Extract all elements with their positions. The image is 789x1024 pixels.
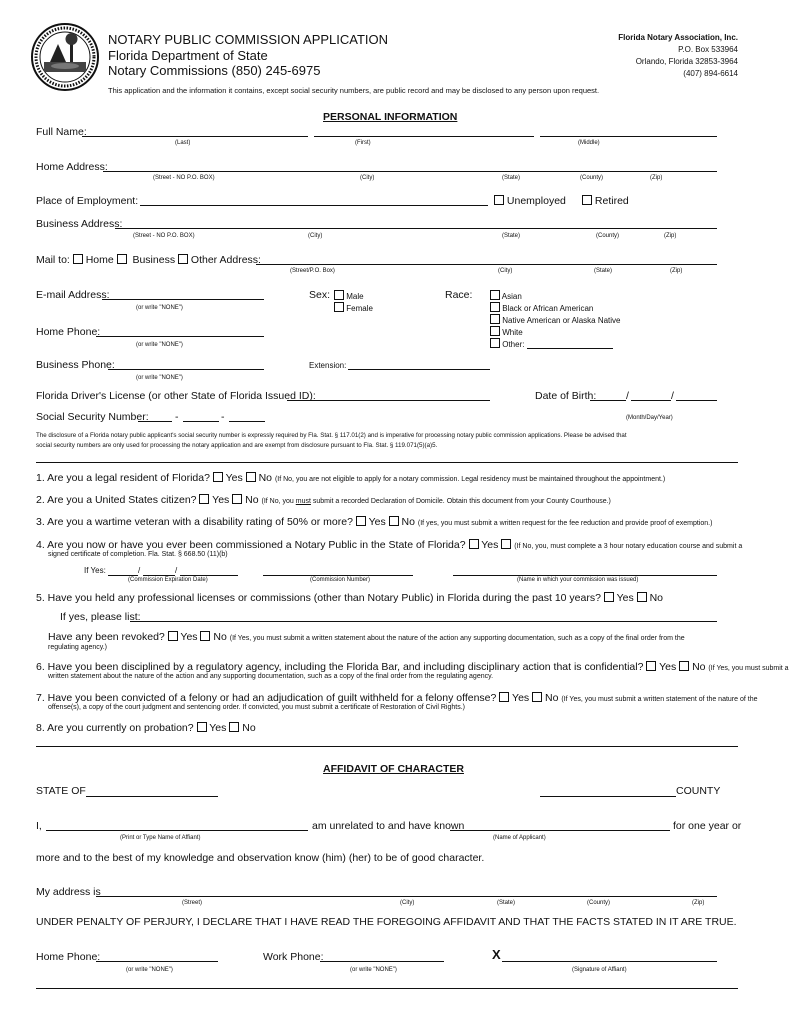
public-record-notice: This application and the information it contains, except social security numbers, are public record and may be disclosed to any person upon request. bbox=[108, 86, 600, 95]
dob-month-field[interactable] bbox=[590, 400, 626, 401]
expiration-slash-2: / bbox=[175, 566, 178, 575]
i-label: I, bbox=[36, 820, 42, 832]
ssn-disclosure-1: The disclosure of a Florida notary public applicant's social security number is expressly required by Fla. Stat. § 117.01(2) and is imperative for processing notary public commission applications. Please be advised that bbox=[36, 432, 627, 439]
q2-text: 2. Are you a United States citizen? bbox=[36, 494, 197, 506]
ssn-part3-field[interactable] bbox=[229, 421, 265, 422]
florida-state-seal bbox=[30, 22, 100, 92]
q1-yes-checkbox[interactable] bbox=[213, 472, 223, 482]
mail-home-checkbox[interactable] bbox=[73, 254, 83, 264]
dob-format-caption: (Month/Day/Year) bbox=[626, 415, 673, 421]
city-caption-affidavit: (City) bbox=[400, 900, 415, 906]
form-title: NOTARY PUBLIC COMMISSION APPLICATION bbox=[108, 32, 389, 47]
q1-no-label: No bbox=[258, 472, 273, 484]
section-divider-2 bbox=[36, 746, 738, 747]
q4-no-checkbox[interactable] bbox=[501, 539, 511, 549]
q7-note: (If Yes, you must submit a written statement of the nature of the bbox=[561, 696, 758, 703]
q8-yes-checkbox[interactable] bbox=[197, 722, 207, 732]
mail-other-checkbox[interactable] bbox=[178, 254, 188, 264]
commission-name-field[interactable] bbox=[453, 575, 717, 576]
q4-yes-label: Yes bbox=[481, 539, 499, 551]
ssn-part1-field[interactable] bbox=[138, 421, 172, 422]
street-caption-2: (Street - NO P.O. BOX) bbox=[133, 233, 195, 239]
zip-caption-affidavit: (Zip) bbox=[692, 900, 705, 906]
affiant-address-field[interactable] bbox=[96, 896, 717, 897]
employment-label: Place of Employment: bbox=[36, 195, 139, 207]
street-po-caption: (Street/P.O. Box) bbox=[290, 268, 335, 274]
dob-year-field[interactable] bbox=[676, 400, 717, 401]
ssn-label: Social Security Number: bbox=[36, 411, 149, 423]
retired-checkbox[interactable] bbox=[582, 195, 592, 205]
q5b-no-label: No bbox=[213, 631, 227, 643]
full-name-label: Full Name: bbox=[36, 126, 87, 138]
applicant-name-field[interactable] bbox=[450, 830, 670, 831]
email-none-caption: (or write "NONE") bbox=[136, 305, 183, 311]
q2-yes-checkbox[interactable] bbox=[199, 494, 209, 504]
employment-field[interactable] bbox=[140, 205, 488, 206]
business-address-field[interactable] bbox=[115, 228, 717, 229]
ssn-dash-1: - bbox=[175, 411, 179, 423]
sex-label: Sex: bbox=[309, 289, 331, 301]
home-phone-label: Home Phone: bbox=[36, 326, 101, 338]
state-of-field[interactable] bbox=[86, 796, 218, 797]
mail-business-label: Business bbox=[132, 254, 176, 266]
q1-yes-label: Yes bbox=[225, 472, 243, 484]
q3-text: 3. Are you a wartime veteran with a disability rating of 50% or more? bbox=[36, 516, 353, 528]
other-race-checkbox[interactable] bbox=[490, 338, 500, 348]
section-divider-1 bbox=[36, 462, 738, 463]
section-divider-3 bbox=[36, 988, 738, 989]
street-caption: (Street - NO P.O. BOX) bbox=[153, 175, 215, 181]
retired-label: Retired bbox=[594, 195, 629, 207]
extension-label: Extension: bbox=[309, 361, 347, 370]
q6-note: (If Yes, you must submit a bbox=[708, 665, 789, 672]
race-label: Race: bbox=[445, 289, 473, 301]
state-caption-2: (State) bbox=[502, 233, 521, 239]
native-checkbox[interactable] bbox=[490, 314, 500, 324]
q8-text: 8. Are you currently on probation? bbox=[36, 722, 194, 734]
business-phone-none-caption: (or write "NONE") bbox=[136, 375, 183, 381]
mail-business-checkbox[interactable] bbox=[117, 254, 127, 264]
q6-yes-checkbox[interactable] bbox=[646, 661, 656, 671]
home-address-label: Home Address: bbox=[36, 161, 108, 173]
female-label: Female bbox=[346, 304, 373, 313]
q2-note bbox=[262, 498, 611, 505]
for-one-year-text: for one year or bbox=[673, 820, 742, 832]
mail-to-label: Mail to: bbox=[36, 254, 70, 266]
zip-caption: (Zip) bbox=[650, 175, 663, 181]
q1-text: 1. Are you a legal resident of Florida? bbox=[36, 472, 210, 484]
q5-yes-checkbox[interactable] bbox=[604, 592, 614, 602]
association-po-box: P.O. Box 533964 bbox=[678, 45, 738, 54]
q2-note-b: submit a recorded Declaration of Domicile. Obtain this document from your County Courthouse.) bbox=[310, 498, 611, 505]
street-caption-affidavit: (Street) bbox=[182, 900, 203, 906]
q5-yes-label: Yes bbox=[616, 592, 634, 604]
q3-no-label: No bbox=[401, 516, 415, 528]
last-caption: (Last) bbox=[175, 140, 191, 146]
print-name-caption: (Print or Type Name of Affiant) bbox=[120, 835, 201, 841]
last-name-field[interactable] bbox=[82, 136, 308, 137]
affiant-work-none-caption: (or write "NONE") bbox=[350, 967, 397, 973]
q6-no-label: No bbox=[692, 661, 706, 673]
mail-home-label: Home bbox=[85, 254, 114, 266]
state-caption: (State) bbox=[502, 175, 521, 181]
department-phone: Notary Commissions (850) 245-6975 bbox=[108, 63, 321, 78]
association-city: Orlando, Florida 32853-3964 bbox=[635, 57, 738, 66]
expiration-caption: (Commission Expiration Date) bbox=[128, 577, 208, 583]
q7-yes-label: Yes bbox=[512, 692, 530, 704]
unemployed-label: Unemployed bbox=[506, 195, 566, 207]
expiration-year-field[interactable] bbox=[180, 575, 238, 576]
q4-note-2: signed certificate of completion. Fla. Stat. § 668.50 (11)(b) bbox=[48, 551, 228, 558]
ssn-part2-field[interactable] bbox=[183, 421, 219, 422]
dob-slash-2: / bbox=[671, 390, 674, 402]
affiant-signature-field[interactable] bbox=[502, 961, 717, 962]
home-phone-none-caption: (or write "NONE") bbox=[136, 342, 183, 348]
business-phone-label: Business Phone: bbox=[36, 359, 115, 371]
female-checkbox[interactable] bbox=[334, 302, 344, 312]
city-caption-2: (City) bbox=[308, 233, 323, 239]
q5-no-checkbox[interactable] bbox=[637, 592, 647, 602]
extension-field[interactable] bbox=[348, 369, 490, 370]
q8-yes-label: Yes bbox=[209, 722, 227, 734]
city-caption-3: (City) bbox=[498, 268, 513, 274]
q7-yes-checkbox[interactable] bbox=[499, 692, 509, 702]
expiration-month-field[interactable] bbox=[108, 575, 138, 576]
q7-no-label: No bbox=[545, 692, 559, 704]
home-phone-field[interactable] bbox=[96, 336, 264, 337]
other-address-field[interactable] bbox=[256, 264, 717, 265]
q7-note-2: offense(s), a copy of the court judgment and sentencing order. If convicted, you must submit a certificate of Restoration of Civil Rights.) bbox=[48, 704, 465, 711]
perjury-statement: UNDER PENALTY OF PERJURY, I DECLARE THAT I HAVE READ THE FOREGOING AFFIDAVIT AND THAT THE FACTS STATED IN IT ARE TRUE. bbox=[36, 916, 737, 928]
county-label: COUNTY bbox=[676, 785, 721, 797]
mail-other-label: Other Address: bbox=[190, 254, 261, 266]
dob-label: Date of Birth: bbox=[535, 390, 597, 402]
q2-note-must: must bbox=[295, 498, 311, 505]
home-address-field[interactable] bbox=[103, 171, 717, 172]
q5b-note-2: regulating agency.) bbox=[48, 644, 108, 651]
q5b-note: (If Yes, you must submit a written statement about the nature of the action any supporting documentation, such as a copy of the final order from the bbox=[229, 635, 685, 642]
q5-list-label: If yes, please list: bbox=[60, 611, 141, 623]
business-address-label: Business Address: bbox=[36, 218, 123, 230]
q1-no-checkbox[interactable] bbox=[246, 472, 256, 482]
zip-caption-3: (Zip) bbox=[670, 268, 683, 274]
commission-number-field[interactable] bbox=[263, 575, 413, 576]
q2-no-label: No bbox=[245, 494, 259, 506]
q3-note: (If yes, you must submit a written request for the fee reduction and provide proof of exemption.) bbox=[417, 520, 713, 527]
association-phone: (407) 894-6614 bbox=[683, 69, 738, 78]
license-label: Florida Driver's License (or other State of Florida Issued ID): bbox=[36, 390, 316, 402]
q3-yes-label: Yes bbox=[368, 516, 386, 528]
affiant-name-field[interactable] bbox=[46, 830, 308, 831]
q3-no-checkbox[interactable] bbox=[389, 516, 399, 526]
state-caption-3: (State) bbox=[594, 268, 613, 274]
unrelated-text: am unrelated to and have known bbox=[312, 820, 465, 832]
county-caption-affidavit: (County) bbox=[587, 900, 611, 906]
q6-note-2: written statement about the nature of the action and any supporting documentation, such as a copy of the final order from the regulating agency. bbox=[48, 673, 494, 680]
county-field[interactable] bbox=[540, 796, 676, 797]
state-caption-affidavit: (State) bbox=[497, 900, 516, 906]
affidavit-heading: AFFIDAVIT OF CHARACTER bbox=[323, 763, 464, 775]
q2-note-a: (If No, you bbox=[261, 498, 296, 505]
if-yes-label: If Yes: bbox=[84, 566, 106, 575]
q7-text: 7. Have you been convicted of a felony or had an adjudication of guilt withheld for a felony offense? bbox=[36, 692, 497, 704]
asian-label: Asian bbox=[501, 292, 522, 301]
city-caption: (City) bbox=[360, 175, 375, 181]
good-character-text: more and to the best of my knowledge and observation know (him) (her) to be of good character. bbox=[36, 852, 485, 864]
white-label: White bbox=[502, 328, 523, 337]
affiant-home-phone-label: Home Phone: bbox=[36, 951, 101, 963]
commission-name-caption: (Name in which your commission was issued) bbox=[517, 577, 639, 583]
q5-text: 5. Have you held any professional licenses or commissions (other than Notary Public) in Florida during the past 10 years? bbox=[36, 592, 601, 604]
license-field[interactable] bbox=[287, 400, 490, 401]
other-race-label: Other: bbox=[502, 340, 525, 349]
q5b-yes-label: Yes bbox=[180, 631, 198, 643]
ssn-disclosure-2: social security numbers are only used for processing the notary application and are exempt from disclosure pursuant to Fla. Stat. § 119.071(5)(a)5. bbox=[36, 442, 438, 449]
zip-caption-2: (Zip) bbox=[664, 233, 677, 239]
affiant-home-none-caption: (or write "NONE") bbox=[126, 967, 173, 973]
my-address-label: My address is bbox=[36, 886, 101, 898]
department-name: Florida Department of State bbox=[108, 48, 268, 63]
q5b-text: Have any been revoked? bbox=[48, 631, 165, 643]
expiration-slash-1: / bbox=[138, 566, 141, 575]
email-label: E-mail Address: bbox=[36, 289, 110, 301]
male-label: Male bbox=[346, 292, 364, 301]
q8-no-checkbox[interactable] bbox=[229, 722, 239, 732]
q6-text: 6. Have you been disciplined by a regulatory agency, including the Florida Bar, and including disciplinary action that is confidential? bbox=[36, 661, 644, 673]
state-of-label: STATE OF bbox=[36, 785, 86, 797]
applicant-caption: (Name of Applicant) bbox=[493, 835, 546, 841]
q8-no-label: No bbox=[242, 722, 256, 734]
affiant-work-phone-label: Work Phone: bbox=[263, 951, 324, 963]
q5b-yes-checkbox[interactable] bbox=[168, 631, 178, 641]
q7-no-checkbox[interactable] bbox=[532, 692, 542, 702]
q2-no-checkbox[interactable] bbox=[232, 494, 242, 504]
signature-x-mark: X bbox=[492, 947, 501, 962]
asian-checkbox[interactable] bbox=[490, 290, 500, 300]
first-caption: (First) bbox=[355, 140, 371, 146]
first-name-field[interactable] bbox=[314, 136, 534, 137]
black-checkbox[interactable] bbox=[490, 302, 500, 312]
q5-list-field[interactable] bbox=[130, 621, 717, 622]
q6-no-checkbox[interactable] bbox=[679, 661, 689, 671]
association-name: Florida Notary Association, Inc. bbox=[618, 33, 738, 42]
q4-text: 4. Are you now or have you ever been commissioned a Notary Public in the State of Florida? bbox=[36, 539, 466, 551]
native-label: Native American or Alaska Native bbox=[502, 316, 621, 325]
email-field[interactable] bbox=[102, 299, 264, 300]
affiant-home-phone-field[interactable] bbox=[96, 961, 218, 962]
dob-slash-1: / bbox=[626, 390, 629, 402]
q2-yes-label: Yes bbox=[212, 494, 230, 506]
dob-day-field[interactable] bbox=[631, 400, 671, 401]
personal-info-heading: PERSONAL INFORMATION bbox=[323, 111, 458, 123]
commission-number-caption: (Commission Number) bbox=[310, 577, 371, 583]
county-caption-2: (County) bbox=[596, 233, 620, 239]
county-caption: (County) bbox=[580, 175, 604, 181]
business-phone-field[interactable] bbox=[108, 369, 264, 370]
q6-yes-label: Yes bbox=[659, 661, 677, 673]
q5b-no-checkbox[interactable] bbox=[200, 631, 210, 641]
expiration-day-field[interactable] bbox=[143, 575, 175, 576]
q1-note: (If No, you are not eligible to apply for a notary commission. Legal residency must be maintained throughout the appointment.) bbox=[274, 476, 666, 483]
q3-yes-checkbox[interactable] bbox=[356, 516, 366, 526]
q4-yes-checkbox[interactable] bbox=[469, 539, 479, 549]
black-label: Black or African American bbox=[502, 304, 594, 313]
middle-name-field[interactable] bbox=[540, 136, 717, 137]
unemployed-checkbox[interactable] bbox=[494, 195, 504, 205]
middle-caption: (Middle) bbox=[578, 140, 600, 146]
male-checkbox[interactable] bbox=[334, 290, 344, 300]
ssn-dash-2: - bbox=[221, 411, 225, 423]
other-race-field[interactable] bbox=[527, 348, 613, 349]
white-checkbox[interactable] bbox=[490, 326, 500, 336]
signature-caption: (Signature of Affiant) bbox=[572, 967, 627, 973]
q5-no-label: No bbox=[649, 592, 664, 604]
affiant-work-phone-field[interactable] bbox=[320, 961, 444, 962]
q4-note: (If No, you, must complete a 3 hour notary education course and submit a bbox=[514, 543, 743, 550]
